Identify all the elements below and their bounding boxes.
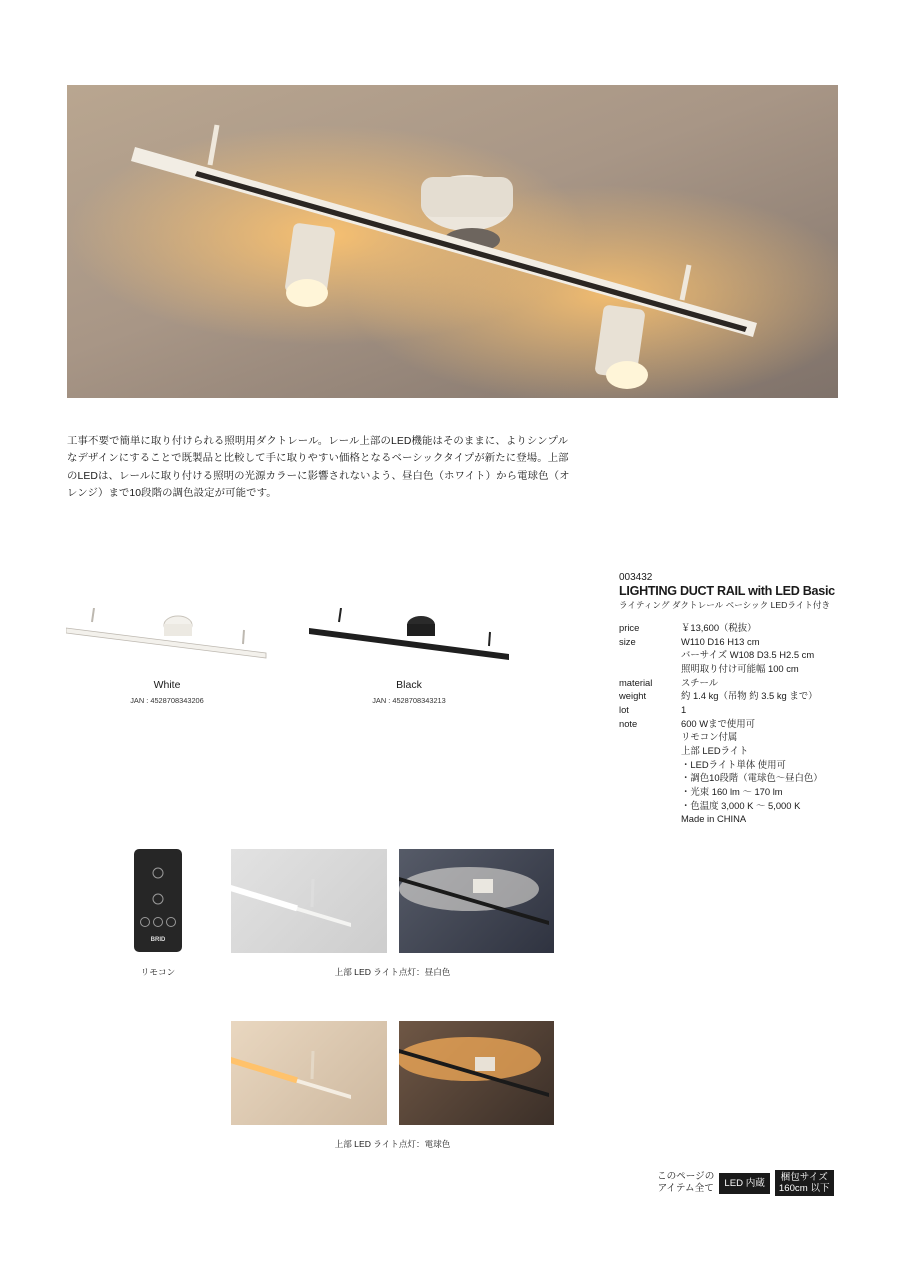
daylight-caption: 上部 LED ライト点灯：昼白色 <box>334 967 451 977</box>
warm-black-photo <box>399 1021 554 1125</box>
spec-row-note <box>619 717 823 826</box>
spec-value: ￥13,600（税抜） <box>681 622 757 633</box>
hero-photo <box>67 85 838 398</box>
black-rail-image <box>309 608 511 664</box>
badge-note: このページの アイテム全て <box>657 1171 715 1194</box>
spec-key: size <box>619 635 636 647</box>
package-size-badge: 梱包サイズ 160cm 以下 <box>775 1170 834 1196</box>
spec-table <box>619 621 823 826</box>
spec-row-lot <box>619 703 823 717</box>
warm-caption: 上部 LED ライト点灯：電球色 <box>334 1139 451 1149</box>
warm-white-photo <box>231 1021 387 1125</box>
spec-row-size <box>619 635 823 676</box>
product-description: 工事不要で簡単に取り付けられる照明用ダクトレール。レール上部のLED機能はそのままに、よりシンプルなデザインにすることで既製品と比較して手に取りやすい価格となるベーシックタイプが新たに登場。上部のLEDは、レールに取り付ける照明の光源カラーに影響されないよう、昼白色（ホワイト）から電球色（オレンジ）まで10段階の調色設定が可能です。 <box>67 436 570 499</box>
spec-block <box>619 572 859 826</box>
spec-row-price <box>619 621 823 635</box>
variant-white-jan: JAN : 4528708343206 <box>130 696 204 705</box>
spec-value: W110 D16 H13 cm バーサイズ W108 D3.5 H2.5 cm 照明取り付け可能幅 100 cm <box>681 635 815 674</box>
spec-value: スチール <box>681 676 719 688</box>
spec-key: weight <box>619 690 647 702</box>
variant-black-label: Black <box>396 679 422 691</box>
white-rail-image <box>66 608 268 664</box>
spec-value: 1 <box>681 703 687 715</box>
daylight-white-photo <box>231 849 387 953</box>
spec-key: lot <box>619 703 629 715</box>
remote-caption: リモコン <box>140 967 176 977</box>
product-title: LIGHTING DUCT RAIL with LED Basic <box>619 584 835 598</box>
spec-key: note <box>619 717 638 729</box>
spec-row-weight <box>619 689 823 703</box>
spec-value: 600 Wまで使用可 リモコン付属 上部 LEDライト ・LEDライト単体 使用可 ・調色10段階（電球色～昼白色） ・光束 160 lm ～ 170 lm ・色温度 3,000 K ～ 5,000 K Made in CHINA <box>681 717 823 825</box>
duct-rail-illustration <box>67 85 838 398</box>
spec-key: material <box>619 676 653 688</box>
product-code: 003432 <box>619 572 653 583</box>
led-badge: LED 内蔵 <box>719 1173 770 1194</box>
remote-control-image <box>134 849 182 952</box>
daylight-black-photo <box>399 849 554 953</box>
variant-white-label: White <box>153 679 181 691</box>
spec-value: 約 1.4 kg（吊物 約 3.5 kg まで） <box>681 690 818 702</box>
variant-black-jan: JAN : 4528708343213 <box>372 696 446 705</box>
spec-key: price <box>619 622 640 633</box>
product-subtitle: ライティング ダクトレール ベーシック LEDライト付き <box>619 600 831 610</box>
spec-row-material <box>619 676 823 690</box>
remote-brand-logo: BRID <box>150 937 166 943</box>
badge-group <box>657 1170 834 1196</box>
